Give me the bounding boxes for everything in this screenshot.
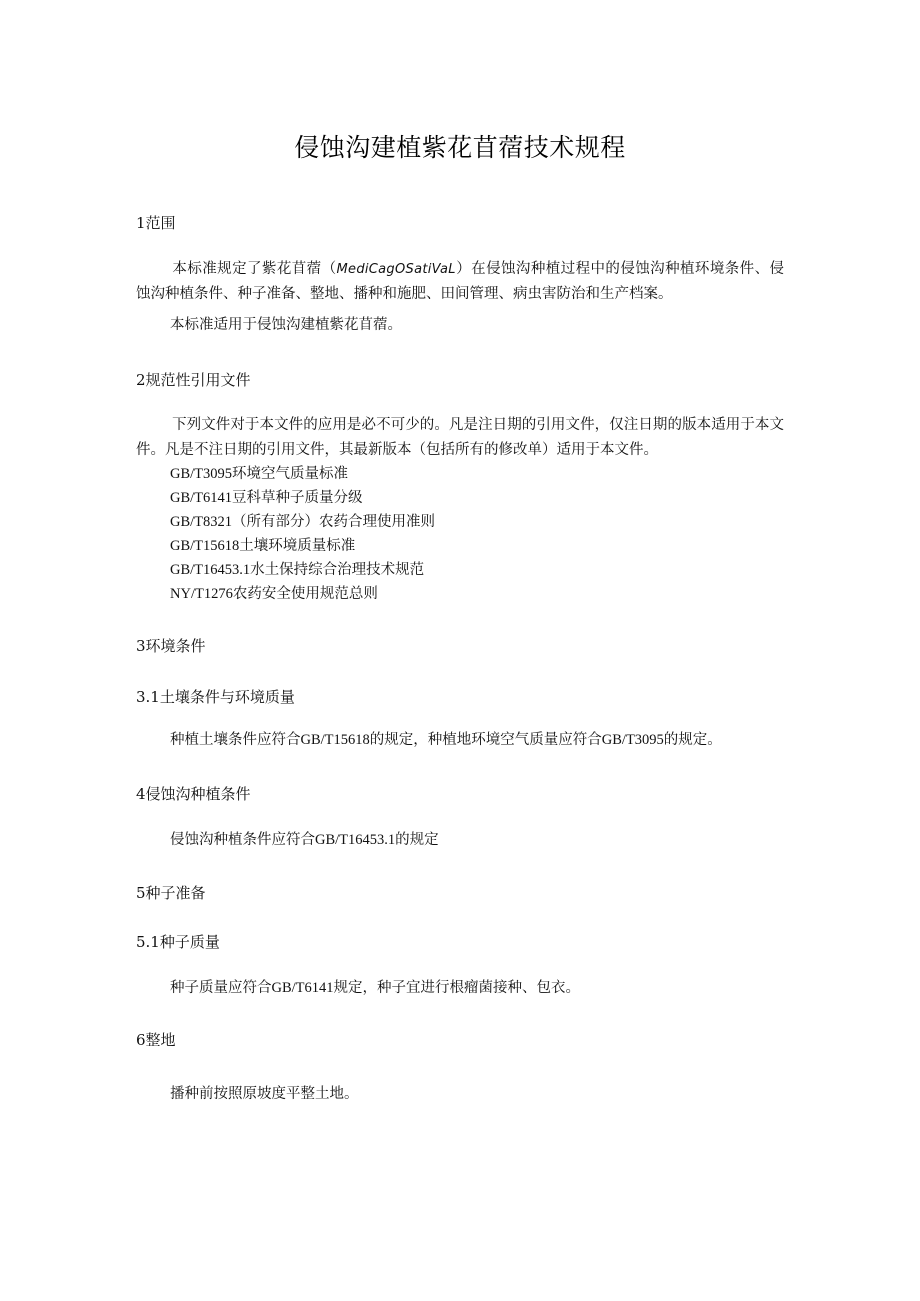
section-5-1-text: 种子质量应符合GB/T6141规定，种子宜进行根瘤菌接种、包衣。 xyxy=(170,980,581,996)
section-2-text: 下列文件对于本文件的应用是必不可少的。凡是注日期的引用文件，仅注日期的版本适用于本文件。凡是不注日期的引用文件，其最新版本（包括所有的修改单）适用于本文件。 xyxy=(136,417,784,458)
section-2-heading: 2规范性引用文件 xyxy=(136,371,251,389)
section-5-1-heading: 5.1种子质量 xyxy=(136,933,220,951)
section-1-text-a: 本标准规定了紫花苜蓿（ xyxy=(172,261,337,277)
reference-item: GB/T3095环境空气质量标准 xyxy=(170,466,349,482)
section-1-paragraph-2: 本标准适用于侵蚀沟建植紫花苜蓿。 xyxy=(170,317,402,333)
reference-item: GB/T8321（所有部分）农药合理使用准则 xyxy=(170,514,436,530)
reference-item: GB/T6141豆科草种子质量分级 xyxy=(170,490,363,506)
section-3-1-text: 种植土壤条件应符合GB/T15618的规定，种植地环境空气质量应符合GB/T3095的规定。 xyxy=(170,732,722,748)
section-6-text: 播种前按照原坡度平整土地。 xyxy=(170,1086,359,1102)
section-4-text: 侵蚀沟种植条件应符合GB/T16453.1的规定 xyxy=(170,832,439,848)
section-2-paragraph xyxy=(136,413,784,463)
reference-item: GB/T16453.1水土保持综合治理技术规范 xyxy=(170,562,425,578)
section-5-heading: 5种子准备 xyxy=(136,884,206,902)
latin-species-name: MediCagOSatiVaL xyxy=(336,262,456,277)
reference-item: GB/T15618土壤环境质量标准 xyxy=(170,538,356,554)
section-3-heading: 3环境条件 xyxy=(136,637,206,655)
section-3-1-heading: 3.1土壤条件与环境质量 xyxy=(136,688,295,706)
section-6-heading: 6整地 xyxy=(136,1031,176,1049)
section-1-paragraph-1 xyxy=(136,257,784,307)
document-title: 侵蚀沟建植紫花苜蓿技术规程 xyxy=(294,133,626,162)
reference-item: NY/T1276农药安全使用规范总则 xyxy=(170,586,378,602)
section-1-heading: 1范围 xyxy=(136,214,176,232)
section-1-text-b: ）在侵蚀沟种植过程中的侵蚀沟种植环境条件、侵蚀沟种植条件、种子准备、整地、播种和施肥、田间管理、病虫害防治和生产档案。 xyxy=(136,261,785,302)
section-4-heading: 4侵蚀沟种植条件 xyxy=(136,785,251,803)
